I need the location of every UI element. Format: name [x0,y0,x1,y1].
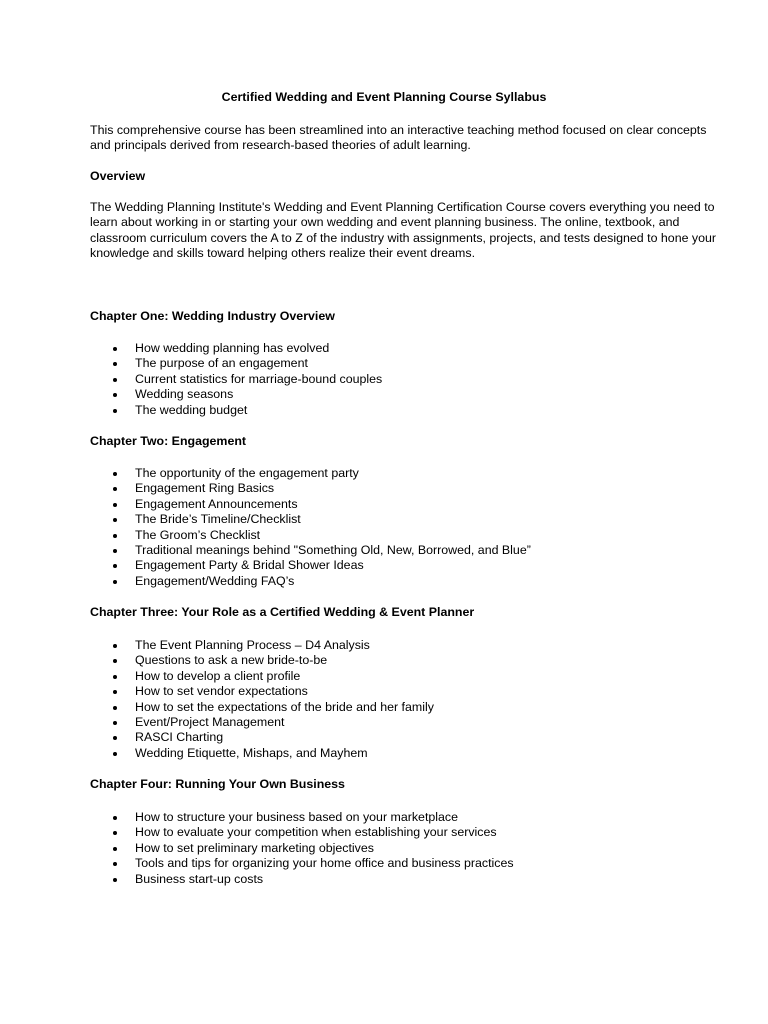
list-item-text: The Groom’s Checklist [135,527,261,542]
list-item [90,528,531,543]
bullet-icon [113,580,117,584]
bullet-icon [113,378,117,382]
bullet-icon [113,534,117,538]
intro-paragraph: This comprehensive course has been streamlined into an interactive teaching method focused on clear concepts and principals derived from research-based theories of adult learning. [90,123,707,153]
list-item [90,669,434,684]
bullet-icon [113,362,117,366]
list-item [90,372,382,387]
list-item-text: How to structure your business based on your marketplace [135,810,459,824]
list-item-text: How to set vendor expectations [135,684,308,699]
bullet-icon [113,472,117,476]
list-item-text: Current statistics for marriage-bound couples [135,371,383,386]
list-item [90,481,531,496]
list-item-text: Engagement Ring Basics [135,481,275,496]
list-item-text: The Event Planning Process – D4 Analysis [135,638,370,652]
bullet-icon [113,736,117,740]
chapter-two-heading: Chapter Two: Engagement [90,434,247,448]
bullet-icon [113,706,117,710]
bullet-icon [113,831,117,835]
list-item-text: Wedding seasons [135,387,234,402]
bullet-icon [113,409,117,413]
chapter-one-list [90,341,382,418]
bullet-icon [113,393,117,397]
list-item-text: RASCI Charting [135,730,224,745]
overview-paragraph: The Wedding Planning Institute's Wedding and Event Planning Certification Course covers everything you need to learn about working in or starting your own wedding and event planning business. The online, textbook, and classroom curriculum covers the A to Z of the industry with assignments, projects, and tests designed to hone your knowledge and skills toward helping others realize their event dreams. [90,200,717,261]
bullet-icon [113,644,117,648]
list-item [90,558,531,573]
list-item [90,684,434,699]
bullet-icon [113,721,117,725]
chapter-two-list [90,466,531,589]
list-item [90,746,434,761]
bullet-icon [113,487,117,491]
chapter-one-heading: Chapter One: Wedding Industry Overview [90,309,335,323]
list-item [90,387,382,402]
list-item-text: The purpose of an engagement [135,356,308,371]
list-item [90,466,531,481]
list-item [90,715,434,730]
list-item-text: How to set the expectations of the bride and her family [135,699,434,714]
list-item-text: Traditional meanings behind "Something Old, New, Borrowed, and Blue” [135,542,531,557]
list-item-text: Engagement Announcements [135,496,298,511]
list-item [90,825,514,840]
bullet-icon [113,862,117,866]
document-title: Certified Wedding and Event Planning Course Syllabus [221,90,547,104]
list-item-text: How to develop a client profile [135,668,301,683]
list-item [90,512,531,527]
bullet-icon [113,518,117,522]
list-item [90,730,434,745]
list-item-text: How to set preliminary marketing objectives [135,840,374,855]
bullet-icon [113,503,117,507]
list-item [90,543,531,558]
list-item [90,841,514,856]
list-item-text: Tools and tips for organizing your home office and business practices [135,856,514,871]
chapter-four-list [90,810,514,887]
bullet-icon [113,752,117,756]
list-item [90,810,514,825]
list-item [90,341,382,356]
list-item-text: The opportunity of the engagement party [135,466,359,480]
overview-heading: Overview [90,169,146,183]
list-item [90,497,531,512]
list-item [90,403,382,418]
bullet-icon [113,564,117,568]
list-item-text: The wedding budget [135,402,248,417]
list-item [90,574,531,589]
list-item-text: Event/Project Management [135,714,285,729]
list-item [90,700,434,715]
bullet-icon [113,659,117,663]
bullet-icon [113,878,117,882]
list-item [90,653,434,668]
list-item [90,356,382,371]
list-item-text: Wedding Etiquette, Mishaps, and Mayhem [135,745,368,760]
list-item-text: Engagement Party & Bridal Shower Ideas [135,558,364,573]
list-item-text: Business start-up costs [135,871,264,886]
list-item [90,872,514,887]
bullet-icon [113,690,117,694]
list-item-text: Engagement/Wedding FAQ’s [135,573,295,588]
chapter-three-heading: Chapter Three: Your Role as a Certified Wedding & Event Planner [90,605,475,619]
bullet-icon [113,816,117,820]
list-item [90,638,434,653]
list-item [90,856,514,871]
bullet-icon [113,675,117,679]
bullet-icon [113,549,117,553]
chapter-four-heading: Chapter Four: Running Your Own Business [90,777,345,791]
chapter-three-list [90,638,434,761]
bullet-icon [113,847,117,851]
list-item-text: Questions to ask a new bride-to-be [135,653,328,668]
list-item-text: How wedding planning has evolved [135,341,330,355]
list-item-text: How to evaluate your competition when establishing your services [135,825,497,840]
bullet-icon [113,347,117,351]
list-item-text: The Bride’s Timeline/Checklist [135,512,301,527]
